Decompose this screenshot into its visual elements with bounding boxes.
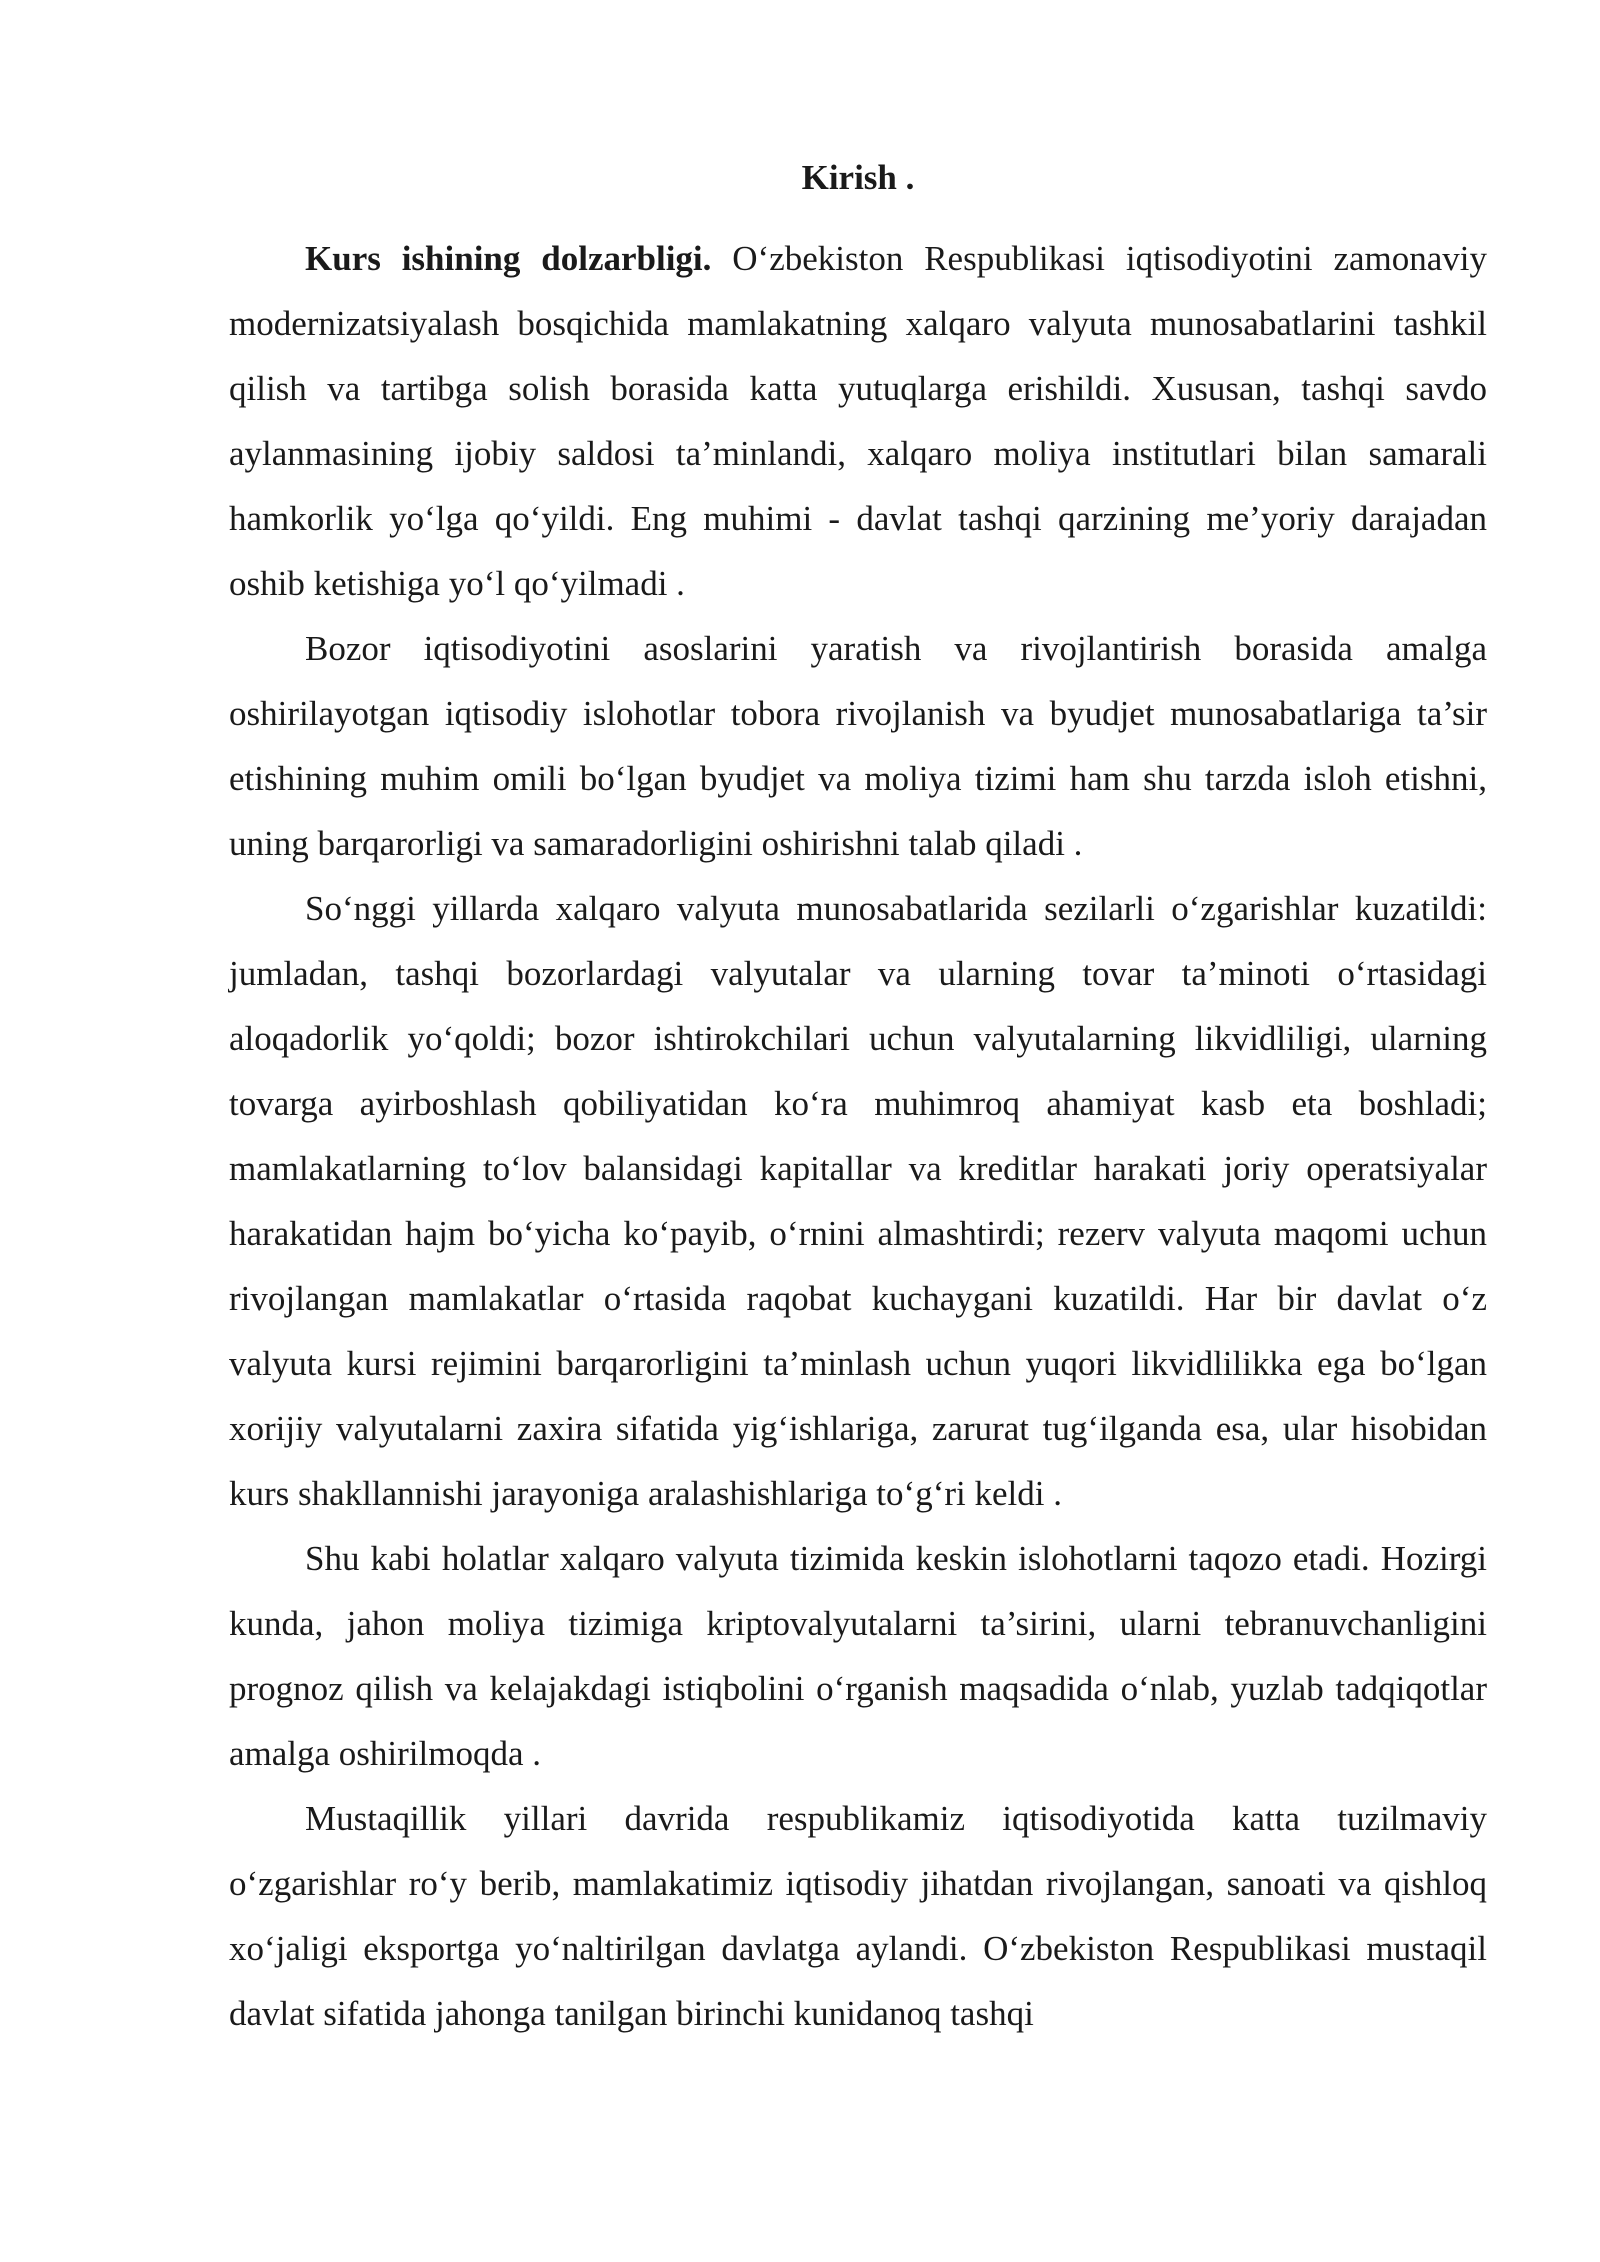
paragraph-market-economy: Bozor iqtisodiyotini asoslarini yaratish va rivojlantirish borasida amalga oshirilayotgan iqtisodiy islohotlar tobora rivojlanish va byudjet munosabatlariga ta’sir etishining muhim omili bo‘lgan byudjet va moliya tizimi ham shu tarzda isloh etishni, uning barqarorligi va samaradorligini oshirishni talab qiladi . xyxy=(229,629,1487,863)
paragraph-independence: Mustaqillik yillari davrida respublikamiz iqtisodiyotida katta tuzilmaviy o‘zgarishlar ro‘y berib, mamlakatimiz iqtisodiy jihatdan rivojlangan, sanoati va qishloq xo‘jaligi eksportga yo‘naltirilgan davlatga aylandi. O‘zbekiston Respublikasi mustaqil davlat sifatida jahonga tanilgan birinchi kunidanoq tashqi xyxy=(229,1799,1487,2033)
paragraph-reforms: Shu kabi holatlar xalqaro valyuta tizimida keskin islohotlarni taqozo etadi. Hozirgi kunda, jahon moliya tizimiga kriptovalyutalarni ta’sirini, ularni tebranuvchanligini prognoz qilish va kelajakdagi istiqbolini o‘rganish maqsadida o‘nlab, yuzlab tadqiqotlar amalga oshirilmoqda . xyxy=(229,1539,1487,1773)
paragraph-lead: Kurs ishining dolzarbligi. xyxy=(305,239,712,278)
paragraph-relevance xyxy=(229,226,1487,616)
document-body xyxy=(229,148,1487,2046)
paragraph-text: O‘zbekiston Respublikasi iqtisodiyotini zamonaviy modernizatsiyalash bosqichida mamlakatning xalqaro valyuta munosabatlarini tashkil qilish va tartibga solish borasida katta yutuqlarga erishildi. Xususan, tashqi savdo aylanmasining ijobiy saldosi ta’minlandi, xalqaro moliya institutlari bilan samarali hamkorlik yo‘lga qo‘yildi. Eng muhimi - davlat tashqi qarzining me’yoriy darajadan oshib ketishiga yo‘l qo‘yilmadi . xyxy=(229,239,1487,603)
page-title: Kirish . xyxy=(801,158,915,197)
paragraph-recent-changes: So‘nggi yillarda xalqaro valyuta munosabatlarida sezilarli o‘zgarishlar kuzatildi: jumladan, tashqi bozorlardagi valyutalar va ularning tovar ta’minoti o‘rtasidagi aloqadorlik yo‘qoldi; bozor ishtirokchilari uchun valyutalarning likvidliligi, ularning tovarga ayirboshlash qobiliyatidan ko‘ra muhimroq ahamiyat kasb eta boshladi; mamlakatlarning to‘lov balansidagi kapitallar va kreditlar harakati joriy operatsiyalar harakatidan hajm bo‘yicha ko‘payib, o‘rnini almashtirdi; rezerv valyuta maqomi uchun rivojlangan mamlakatlar o‘rtasida raqobat kuchaygani kuzatildi. Har bir davlat o‘z valyuta kursi rejimini barqarorligini ta’minlash uchun yuqori likvidlilikka ega bo‘lgan xorijiy valyutalarni zaxira sifatida yig‘ishlariga, zarurat tug‘ilganda esa, ular hisobidan kurs shakllannishi jarayoniga aralashishlariga to‘g‘ri keldi . xyxy=(229,889,1487,1513)
